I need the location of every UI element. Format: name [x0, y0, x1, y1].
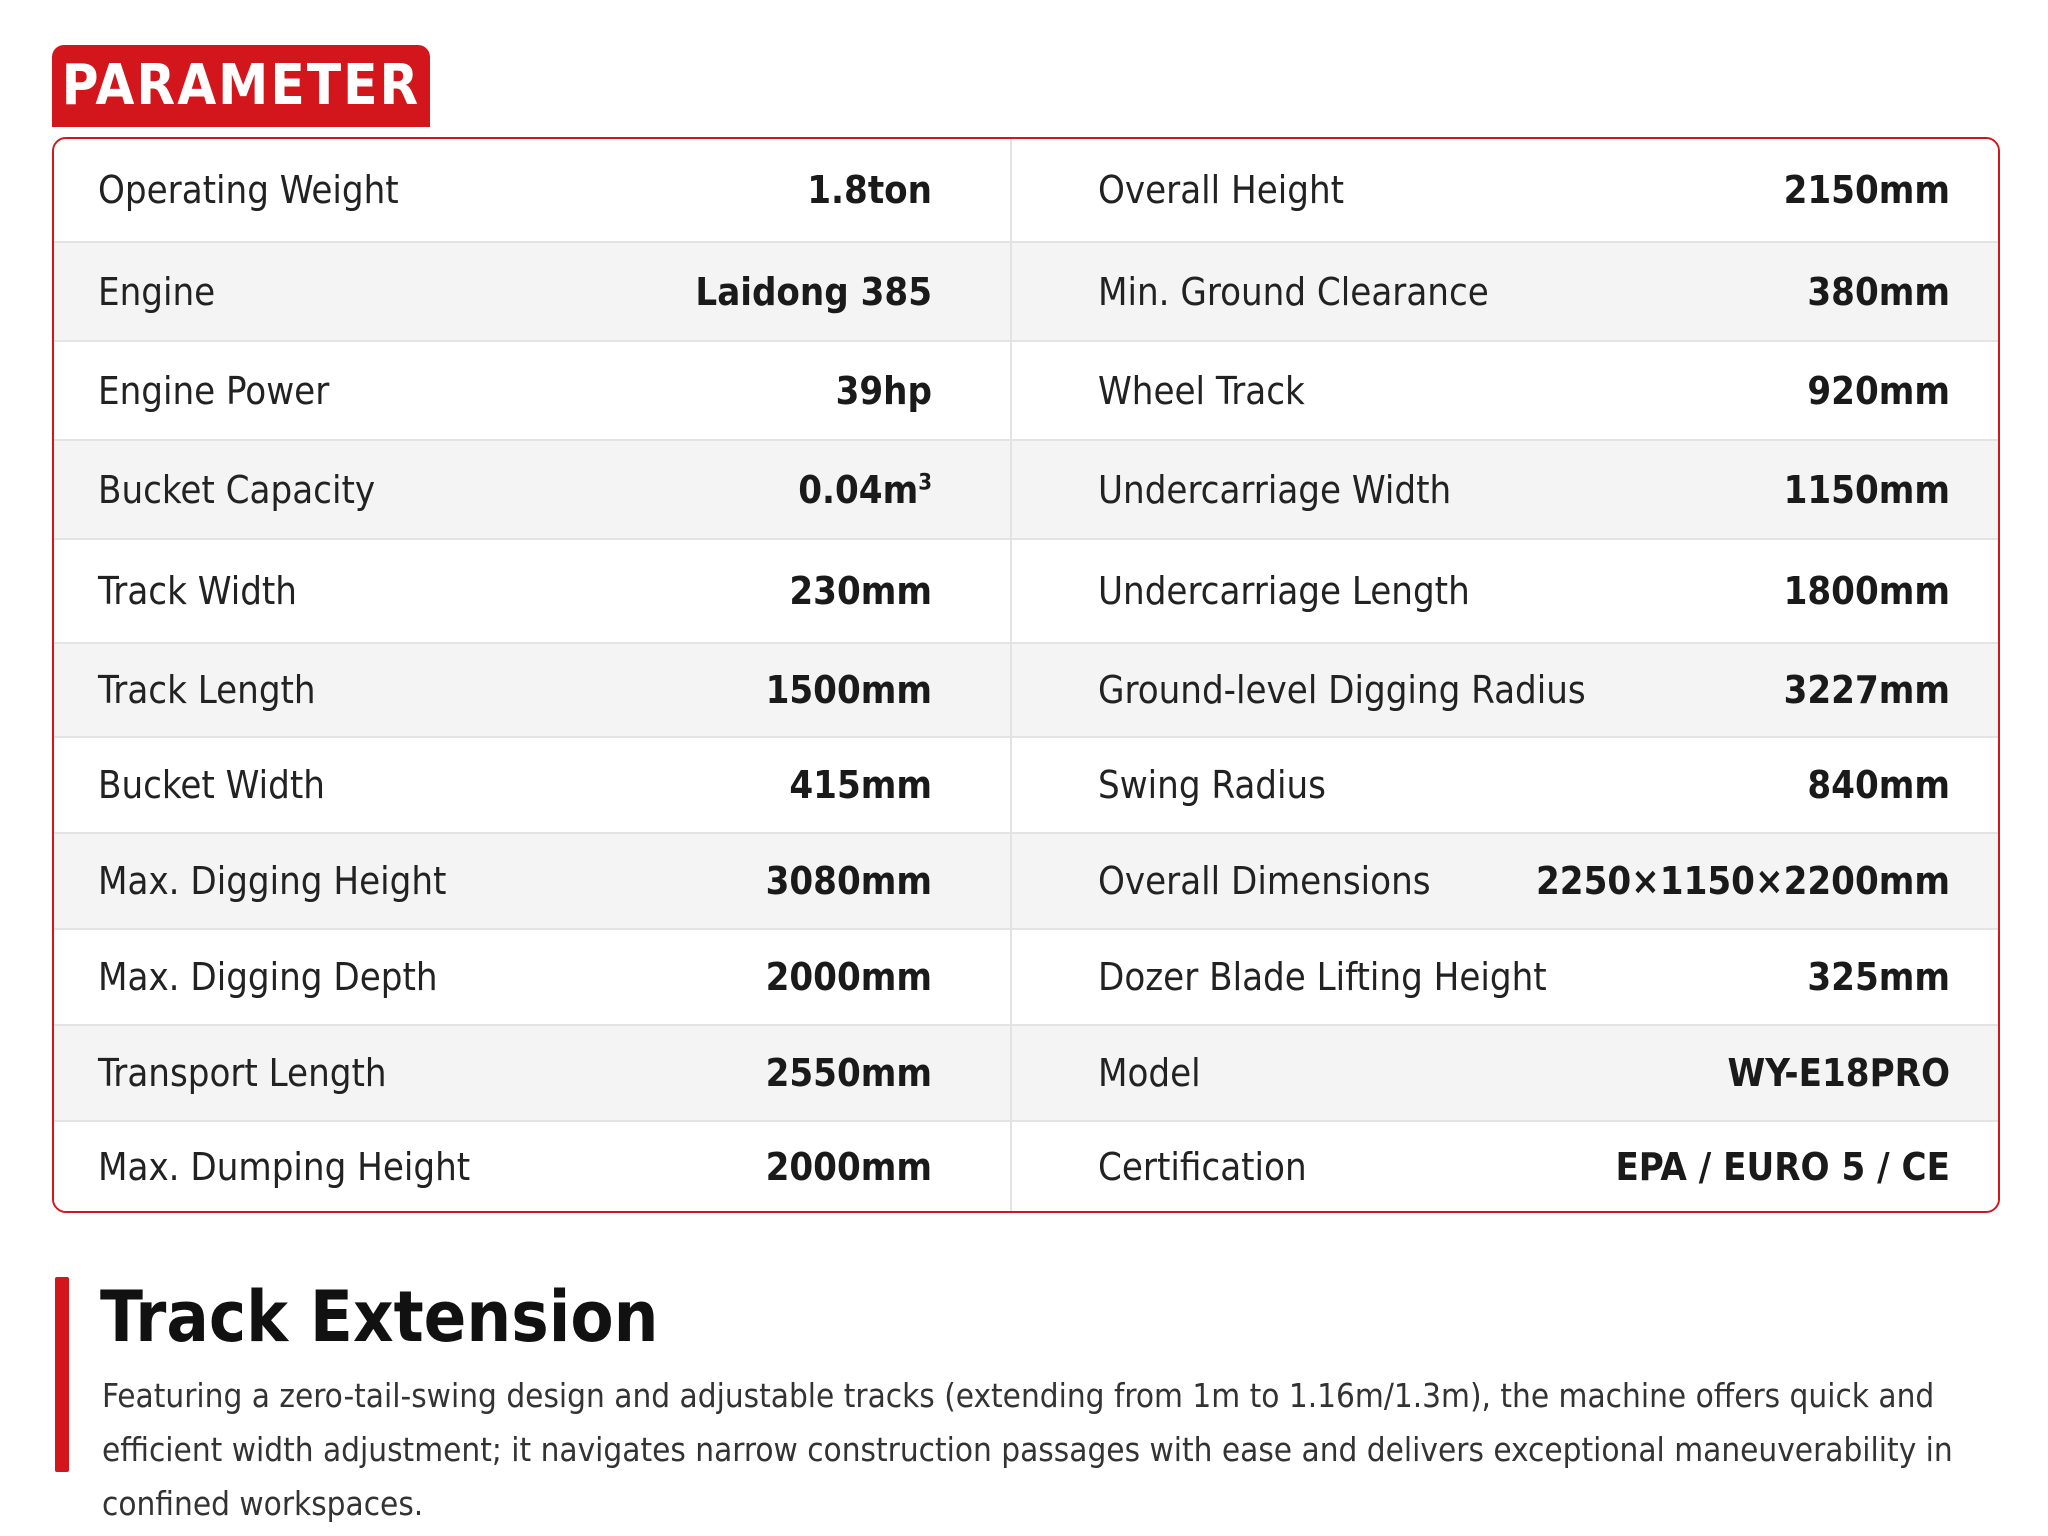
- table-row: [54, 1026, 1998, 1122]
- spec-label: Max. Dumping Height: [98, 1144, 471, 1189]
- spec-label: Track Length: [98, 668, 316, 712]
- spec-label: Undercarriage Length: [1098, 569, 1470, 613]
- spec-label: Wheel Track: [1098, 368, 1305, 413]
- spec-cell-right: [1012, 834, 1998, 928]
- table-row: [54, 441, 1998, 540]
- table-row: [54, 243, 1998, 342]
- spec-cell-left: [54, 243, 1012, 340]
- spec-value: 415mm: [789, 763, 932, 807]
- spec-value: 325mm: [1807, 955, 1950, 999]
- spec-label: Ground-level Digging Radius: [1098, 668, 1586, 712]
- spec-value: 1500mm: [765, 668, 932, 712]
- spec-cell-left: [54, 441, 1012, 538]
- spec-cell-left: [54, 1026, 1012, 1120]
- spec-cell-right: [1012, 139, 1998, 241]
- spec-value: 2550mm: [765, 1051, 932, 1095]
- spec-cell-right: [1012, 1026, 1998, 1120]
- spec-cell-right: [1012, 441, 1998, 538]
- spec-label: Overall Dimensions: [1098, 859, 1431, 903]
- spec-value-exponent: 3: [918, 469, 932, 495]
- spec-value: 39hp: [835, 368, 932, 413]
- spec-cell-right: [1012, 243, 1998, 340]
- spec-label: Engine: [98, 269, 216, 314]
- spec-cell-left: [54, 342, 1012, 439]
- table-row: [54, 930, 1998, 1026]
- spec-value: 3080mm: [765, 859, 932, 903]
- spec-label: Bucket Capacity: [98, 467, 376, 512]
- spec-value: 1800mm: [1783, 569, 1950, 613]
- spec-label: Swing Radius: [1098, 763, 1326, 807]
- spec-value: 2000mm: [765, 1144, 932, 1189]
- spec-value: 920mm: [1807, 368, 1950, 413]
- spec-cell-left: [54, 930, 1012, 1024]
- table-row: [54, 540, 1998, 644]
- parameter-badge: [52, 45, 430, 127]
- table-row: [54, 834, 1998, 930]
- spec-value: 3227mm: [1783, 668, 1950, 712]
- spec-cell-left: [54, 139, 1012, 241]
- spec-cell-right: [1012, 1122, 1998, 1211]
- section-accent-bar: [55, 1277, 69, 1472]
- spec-table: [52, 137, 2000, 1213]
- parameter-badge-label: PARAMETER: [61, 53, 421, 118]
- spec-value: 840mm: [1807, 763, 1950, 807]
- spec-cell-left: [54, 644, 1012, 736]
- spec-value: 2150mm: [1783, 168, 1950, 212]
- spec-value: 1150mm: [1783, 467, 1950, 512]
- spec-value: 230mm: [789, 569, 932, 613]
- table-row: [54, 644, 1998, 738]
- table-row: [54, 342, 1998, 441]
- spec-label: Engine Power: [98, 368, 330, 413]
- spec-label: Max. Digging Depth: [98, 955, 438, 999]
- spec-value: EPA / EURO 5 / CE: [1615, 1144, 1950, 1189]
- spec-cell-right: [1012, 738, 1998, 832]
- spec-value-text: 0.04m: [798, 467, 919, 512]
- spec-value: 1.8ton: [807, 168, 932, 212]
- table-row: [54, 738, 1998, 834]
- spec-cell-right: [1012, 342, 1998, 439]
- spec-label: Max. Digging Height: [98, 859, 447, 903]
- track-extension-section: [55, 1276, 2000, 1523]
- spec-cell-right: [1012, 540, 1998, 642]
- table-row: [54, 139, 1998, 243]
- table-row: [54, 1122, 1998, 1211]
- spec-label: Transport Length: [98, 1051, 387, 1095]
- spec-value: 2000mm: [765, 955, 932, 999]
- spec-value: Laidong 385: [695, 269, 932, 314]
- spec-label: Overall Height: [1098, 168, 1345, 212]
- spec-cell-left: [54, 834, 1012, 928]
- section-title: Track Extension: [100, 1276, 659, 1358]
- spec-label: Min. Ground Clearance: [1098, 269, 1489, 314]
- spec-label: Bucket Width: [98, 763, 325, 807]
- spec-cell-right: [1012, 930, 1998, 1024]
- spec-value: WY-E18PRO: [1727, 1051, 1950, 1095]
- spec-value: 2250×1150×2200mm: [1536, 859, 1950, 903]
- spec-cell-left: [54, 540, 1012, 642]
- section-description: Featuring a zero-tail-swing design and adjustable tracks (extending from 1m to 1.16m/1.3m), the machine offers quick and efficient width adjustment; it navigates narrow construction passages with ease and delivers exceptional maneuverability in confined workspaces.: [102, 1376, 1953, 1523]
- spec-value: 380mm: [1807, 269, 1950, 314]
- spec-label: Certification: [1098, 1144, 1307, 1189]
- spec-label: Undercarriage Width: [1098, 467, 1452, 512]
- spec-label: Track Width: [98, 569, 297, 613]
- spec-label: Model: [1098, 1051, 1201, 1095]
- spec-cell-left: [54, 738, 1012, 832]
- spec-label: Operating Weight: [98, 168, 399, 212]
- spec-cell-left: [54, 1122, 1012, 1211]
- spec-label: Dozer Blade Lifting Height: [1098, 955, 1547, 999]
- spec-value: [798, 468, 932, 512]
- spec-cell-right: [1012, 644, 1998, 736]
